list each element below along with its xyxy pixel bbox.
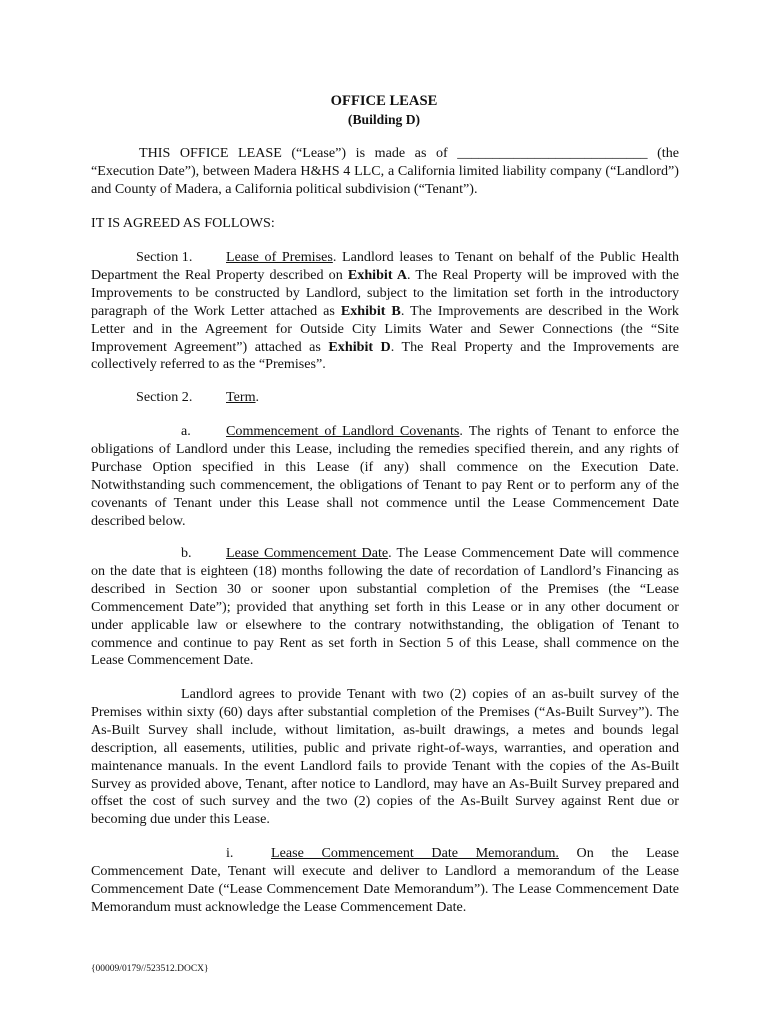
intro-lead: THIS OFFICE LEASE (“Lease”) is made as of: [139, 145, 458, 161]
section-2-heading: Section 2. Term.: [136, 389, 260, 405]
item-i-heading: Lease Commencement Date Memorandum.: [271, 845, 559, 861]
survey-text: Landlord agrees to provide Tenant with two (2) copies of an as-built survey of the Premises within sixty (60) days after substantial completion of the Premises (“As-Built Survey”). The As-Built Survey shall include, without limitation, as-built drawings, a metes and bounds legal description, all easements, utilities, public and private right-of-ways, warranties, and operation and maintenance manuals. In the event Landlord fails to provide Tenant with the copies of the As-Built Survey as provided above, Tenant, after notice to Landlord, may have an As-Built Survey prepared and offset the cost of such survey and the two (2) copies of the As-Built Survey against Rent due or becoming due under this Lease.: [91, 686, 679, 828]
document-subtitle: (Building D): [347, 112, 421, 127]
item-b-marker: b.: [181, 545, 192, 561]
section-2-title: Term: [226, 389, 256, 405]
section-1-number: Section 1.: [136, 249, 193, 265]
item-a-heading: Commencement of Landlord Covenants: [226, 423, 460, 439]
item-a-marker: a.: [181, 423, 191, 439]
execution-date-blank: ___________________________: [457, 145, 648, 161]
section-2b-i-paragraph: i. Lease Commencement Date Memorandum. On the Lease Commencement Date, Tenant will execute and deliver to Landlord a memorandum of the Lease Commencement Date (“Lease Commencement Date Memorandum”). The Lease Commencement Date Memorandum must acknowledge the Lease Commencement Date.: [91, 845, 679, 915]
section-1-paragraph: Section 1. Lease of Premises. Landlord leases to Tenant on behalf of the Public Health Department the Real Property described on Exhibit A. The Real Property will be improved with the Improvements to be constructed by Landlord, subject to the limitation set forth in the introductory paragraph of the Work Letter attached as Exhibit B. The Improvements are described in the Work Letter and in the Agreement for Outside City Limits Water and Sewer Connections (the “Site Improvement Agreement”) attached as Exhibit D. The Real Property and the Improvements are collectively referred to as the “Premises”.: [91, 249, 680, 373]
section-2a-paragraph: a. Commencement of Landlord Covenants. The rights of Tenant to enforce the obligations of Landlord under this Lease, including the remedies specified therein, and any rights of Purchase Option specified in this Lease (if any) shall commence on the Execution Date. Notwithstanding such commencement, the obligations of Tenant to pay Rent or to perform any of the covenants of Tenant under this Lease shall not commence until the Lease Commencement Date described below.: [91, 423, 679, 529]
section-2b-paragraph: b. Lease Commencement Date. The Lease Commencement Date will commence on the date that is eighteen (18) months following the date of recordation of Landlord’s Financing as described in Section 30 or sooner upon substantial completion of the Premises (the “Lease Commencement Date”); provided that anything set forth in this Lease or in any other document or under applicable law or elsewhere to the contrary notwithstanding, the obligation of Tenant to commence and continue to pay Rent as set forth in Section 5 of this Lease, shall commence on the Lease Commencement Date.: [91, 545, 679, 669]
section-2-number: Section 2.: [136, 389, 193, 405]
document-title: OFFICE LEASE: [330, 93, 438, 109]
intro-rest: (the “Execution Date”), between Madera H&HS 4 LLC, a California limited liability company (“Landlord”) and County of Madera, a California political subdivision (“Tenant”).: [91, 145, 679, 197]
item-b-heading: Lease Commencement Date: [226, 545, 389, 561]
exhibit-d-ref: Exhibit D: [328, 338, 391, 355]
item-i-marker: i.: [226, 845, 234, 861]
document-footer-id: {00009/0179//523512.DOCX}: [91, 964, 209, 974]
exhibit-a-ref: Exhibit A: [347, 266, 408, 283]
survey-paragraph: [91, 686, 679, 829]
exhibit-b-ref: Exhibit B: [340, 302, 401, 319]
section-1-heading: Lease of Premises: [226, 249, 333, 265]
intro-paragraph: [91, 145, 679, 199]
agreed-heading: IT IS AGREED AS FOLLOWS:: [91, 215, 275, 231]
